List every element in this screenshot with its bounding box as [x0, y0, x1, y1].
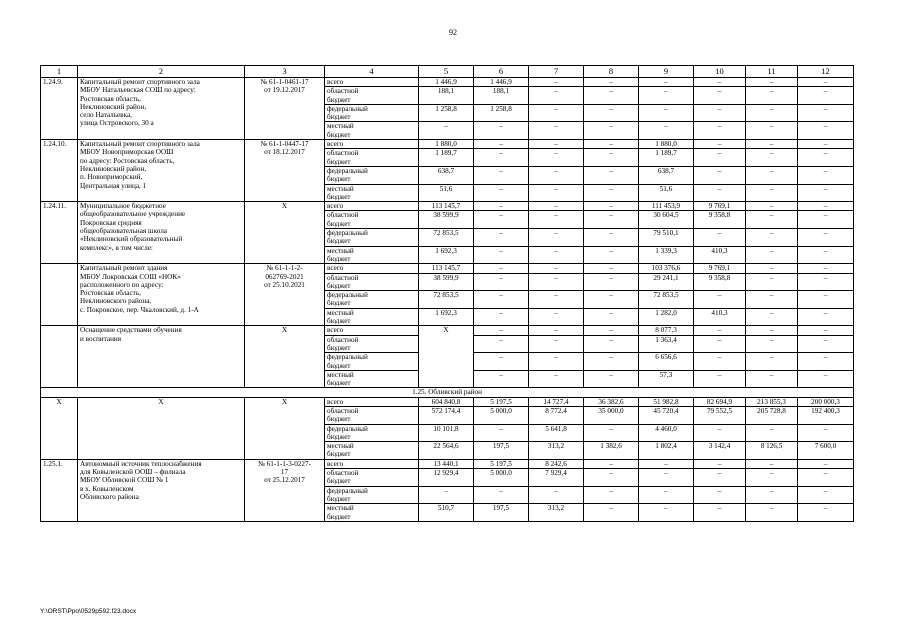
- value-cell: –: [529, 308, 584, 326]
- value-cell: 410,3: [694, 308, 746, 326]
- document-ref: № 61-1-1-3-0227- 17 от 25.12.2017: [245, 459, 325, 521]
- value-cell: 9 358,8: [694, 211, 746, 229]
- value-cell: 14 727,4: [529, 397, 584, 406]
- value-cell: –: [584, 229, 639, 247]
- document-ref: № 61-1-1-2- 062769-2021 от 25.10.2021: [245, 264, 325, 326]
- value-cell: –: [639, 78, 694, 87]
- value-cell: –: [746, 326, 798, 335]
- value-cell: –: [798, 122, 854, 140]
- value-cell: –: [694, 87, 746, 105]
- value-cell: –: [746, 211, 798, 229]
- value-cell: –: [798, 504, 854, 522]
- value-cell: 10 101,8: [419, 424, 474, 442]
- value-cell: –: [639, 469, 694, 487]
- value-cell: –: [584, 140, 639, 149]
- column-header: 2: [78, 66, 245, 78]
- value-cell: 1 282,0: [639, 308, 694, 326]
- document-ref: Х: [245, 397, 325, 459]
- section-row: [41, 388, 854, 397]
- value-cell: 3 142,4: [694, 442, 746, 460]
- column-header: 5: [419, 66, 474, 78]
- value-cell: –: [474, 122, 529, 140]
- funding-source: местный бюджет: [325, 184, 419, 202]
- budget-table: [40, 65, 854, 522]
- value-cell: –: [529, 149, 584, 167]
- value-cell: –: [474, 264, 529, 273]
- column-header: 4: [325, 66, 419, 78]
- value-cell: 213 855,3: [746, 397, 798, 406]
- funding-source: местный бюджет: [325, 246, 419, 264]
- column-header: 6: [474, 66, 529, 78]
- value-cell: 313,2: [529, 504, 584, 522]
- value-cell: –: [746, 78, 798, 87]
- value-cell: –: [584, 122, 639, 140]
- value-cell: –: [639, 104, 694, 122]
- value-cell: 113 145,7: [419, 264, 474, 273]
- value-cell: –: [694, 166, 746, 184]
- value-cell: 111 453,9: [639, 202, 694, 211]
- value-cell: –: [694, 122, 746, 140]
- value-cell: 12 929,4: [419, 469, 474, 487]
- value-cell: 313,2: [529, 442, 584, 460]
- value-cell: –: [419, 122, 474, 140]
- value-cell: –: [746, 469, 798, 487]
- item-number: 1.24.10.: [41, 140, 78, 202]
- value-cell: –: [474, 308, 529, 326]
- value-cell: –: [694, 149, 746, 167]
- value-cell: –: [584, 353, 639, 371]
- item-number: 1.25.1.: [41, 459, 78, 521]
- value-cell: 36 382,6: [584, 397, 639, 406]
- value-cell: –: [474, 229, 529, 247]
- value-cell: –: [798, 246, 854, 264]
- value-cell: –: [694, 486, 746, 504]
- value-cell: 13 440,1: [419, 459, 474, 468]
- value-cell: 103 376,6: [639, 264, 694, 273]
- funding-source: всего: [325, 459, 419, 468]
- value-cell: –: [798, 264, 854, 273]
- value-cell: –: [474, 326, 529, 335]
- value-cell: 82 694,9: [694, 397, 746, 406]
- value-cell: –: [474, 184, 529, 202]
- value-cell: –: [694, 335, 746, 353]
- value-cell: 35 000,0: [584, 406, 639, 424]
- table-row: [41, 459, 854, 468]
- value-cell: –: [798, 104, 854, 122]
- value-cell: 9 358,8: [694, 273, 746, 291]
- value-cell: –: [746, 504, 798, 522]
- value-cell: –: [529, 273, 584, 291]
- value-cell: –: [798, 229, 854, 247]
- value-cell: –: [798, 353, 854, 371]
- value-cell: 29 241,1: [639, 273, 694, 291]
- value-cell: –: [474, 246, 529, 264]
- value-cell: –: [474, 273, 529, 291]
- value-cell: 1 446,9: [419, 78, 474, 87]
- object-name: Муниципальное бюджетное общеобразовательное учреждение Покровская средняя общеобразовательная школа «Неклиновский образовательный комплекс», в том числе:: [78, 202, 245, 264]
- object-name: Х: [78, 397, 245, 459]
- value-cell: 22 564,6: [419, 442, 474, 460]
- value-cell: –: [584, 308, 639, 326]
- value-cell: –: [529, 335, 584, 353]
- value-cell: –: [746, 166, 798, 184]
- document-ref: № 61-1-0447-17 от 18.12.2017: [245, 140, 325, 202]
- value-cell: –: [474, 202, 529, 211]
- value-cell: –: [584, 246, 639, 264]
- item-number: 1.24.11.: [41, 202, 78, 264]
- value-cell: –: [584, 184, 639, 202]
- value-cell: –: [746, 335, 798, 353]
- document-ref: № 61-1-0461-17 от 19.12.2017: [245, 78, 325, 140]
- value-cell: –: [746, 202, 798, 211]
- value-cell: –: [584, 273, 639, 291]
- value-cell: –: [639, 504, 694, 522]
- value-cell: –: [798, 273, 854, 291]
- value-cell: 38 599,9: [419, 211, 474, 229]
- funding-source: всего: [325, 202, 419, 211]
- table-row: [41, 78, 854, 87]
- value-cell: –: [474, 211, 529, 229]
- value-cell: 188,1: [419, 87, 474, 105]
- value-cell: 9 769,1: [694, 264, 746, 273]
- value-cell: –: [798, 370, 854, 388]
- value-cell: –: [798, 469, 854, 487]
- value-cell: 1 692,3: [419, 246, 474, 264]
- value-cell: 188,1: [474, 87, 529, 105]
- value-cell: –: [529, 87, 584, 105]
- value-cell: –: [474, 166, 529, 184]
- funding-source: областной бюджет: [325, 87, 419, 105]
- value-cell: 1 189,7: [419, 149, 474, 167]
- value-cell: –: [639, 87, 694, 105]
- value-cell: 200 000,3: [798, 397, 854, 406]
- value-cell: –: [694, 326, 746, 335]
- value-cell: –: [529, 104, 584, 122]
- funding-source: всего: [325, 264, 419, 273]
- value-cell: –: [584, 264, 639, 273]
- funding-source: областной бюджет: [325, 469, 419, 487]
- value-cell: –: [474, 486, 529, 504]
- table-row: [41, 397, 854, 406]
- value-cell: –: [746, 229, 798, 247]
- value-cell: 638,7: [419, 166, 474, 184]
- value-cell: –: [639, 486, 694, 504]
- value-cell: 572 174,4: [419, 406, 474, 424]
- object-name: Капитальный ремонт спортивного зала МБОУ Новоприморская ООШ по адресу: Ростовская область, Неклиновский район, п. Новоприморский, Центральная улица, 1: [78, 140, 245, 202]
- item-number: [41, 326, 78, 388]
- value-cell: 1 802,4: [639, 442, 694, 460]
- item-number: Х: [41, 397, 78, 459]
- value-cell: 197,5: [474, 504, 529, 522]
- value-cell: –: [584, 149, 639, 167]
- value-cell: –: [746, 122, 798, 140]
- file-path-footer: Y:\ORST\Ppo\0529p592.f23.docx: [40, 608, 137, 615]
- funding-source: всего: [325, 140, 419, 149]
- value-cell: –: [584, 486, 639, 504]
- value-cell: 638,7: [639, 166, 694, 184]
- table-body: [41, 78, 854, 522]
- value-cell: 1 258,8: [474, 104, 529, 122]
- value-cell: –: [746, 486, 798, 504]
- value-cell: –: [529, 370, 584, 388]
- value-cell: –: [529, 291, 584, 309]
- value-cell: 1 363,4: [639, 335, 694, 353]
- value-cell: –: [584, 87, 639, 105]
- value-cell: –: [474, 353, 529, 371]
- value-cell: –: [798, 202, 854, 211]
- value-cell: –: [529, 184, 584, 202]
- value-cell: –: [529, 211, 584, 229]
- value-cell: 72 853,5: [639, 291, 694, 309]
- value-cell: –: [746, 353, 798, 371]
- column-header: 9: [639, 66, 694, 78]
- value-cell: –: [584, 504, 639, 522]
- value-cell: 113 145,7: [419, 202, 474, 211]
- value-cell: –: [746, 140, 798, 149]
- funding-source: областной бюджет: [325, 149, 419, 167]
- value-cell: –: [474, 424, 529, 442]
- value-cell: –: [584, 78, 639, 87]
- funding-source: местный бюджет: [325, 370, 419, 388]
- funding-source: местный бюджет: [325, 308, 419, 326]
- value-cell: –: [584, 291, 639, 309]
- funding-source: местный бюджет: [325, 442, 419, 460]
- value-cell: –: [584, 166, 639, 184]
- value-cell: 5 000,0: [474, 469, 529, 487]
- value-cell: 1 382,6: [584, 442, 639, 460]
- value-cell: 510,7: [419, 504, 474, 522]
- value-cell: 57,3: [639, 370, 694, 388]
- value-cell: –: [529, 202, 584, 211]
- value-cell: 604 840,8: [419, 397, 474, 406]
- value-cell: –: [798, 149, 854, 167]
- funding-source: местный бюджет: [325, 504, 419, 522]
- value-cell: –: [798, 140, 854, 149]
- value-cell: –: [798, 459, 854, 468]
- value-cell: –: [584, 424, 639, 442]
- value-cell: 192 400,3: [798, 406, 854, 424]
- funding-source: областной бюджет: [325, 335, 419, 353]
- value-cell: –: [746, 184, 798, 202]
- value-cell: –: [746, 273, 798, 291]
- value-cell: –: [798, 326, 854, 335]
- value-cell: 30 604,5: [639, 211, 694, 229]
- value-cell: –: [798, 78, 854, 87]
- value-cell: 1 692,3: [419, 308, 474, 326]
- value-cell: –: [694, 459, 746, 468]
- value-cell: 1 446,9: [474, 78, 529, 87]
- value-cell: –: [694, 184, 746, 202]
- value-cell: –: [746, 149, 798, 167]
- value-cell: 5 000,0: [474, 406, 529, 424]
- value-cell: –: [474, 149, 529, 167]
- funding-source: федеральный бюджет: [325, 166, 419, 184]
- value-cell: 51,6: [419, 184, 474, 202]
- value-cell: 79 510,1: [639, 229, 694, 247]
- value-cell: 79 552,5: [694, 406, 746, 424]
- column-header: 7: [529, 66, 584, 78]
- funding-source: федеральный бюджет: [325, 104, 419, 122]
- funding-source: всего: [325, 326, 419, 335]
- value-cell: –: [584, 326, 639, 335]
- value-cell: –: [584, 104, 639, 122]
- value-cell: 5 197,5: [474, 397, 529, 406]
- value-cell: –: [694, 424, 746, 442]
- funding-source: федеральный бюджет: [325, 486, 419, 504]
- value-cell: –: [529, 122, 584, 140]
- value-cell: –: [746, 291, 798, 309]
- value-cell: 51,6: [639, 184, 694, 202]
- funding-source: областной бюджет: [325, 406, 419, 424]
- column-header: 3: [245, 66, 325, 78]
- value-cell: –: [694, 291, 746, 309]
- value-cell: –: [798, 308, 854, 326]
- value-cell: –: [746, 104, 798, 122]
- value-cell: 205 728,8: [746, 406, 798, 424]
- table-row: [41, 326, 854, 335]
- value-cell: –: [746, 370, 798, 388]
- value-cell: –: [746, 87, 798, 105]
- value-cell: –: [694, 78, 746, 87]
- value-cell: 5 641,8: [529, 424, 584, 442]
- value-cell: –: [474, 370, 529, 388]
- value-cell: –: [474, 291, 529, 309]
- value-cell: 38 599,9: [419, 273, 474, 291]
- value-cell: –: [529, 486, 584, 504]
- value-cell: –: [529, 78, 584, 87]
- value-cell: –: [694, 104, 746, 122]
- value-cell: –: [474, 140, 529, 149]
- value-cell: –: [529, 166, 584, 184]
- table-row: [41, 202, 854, 211]
- value-cell: –: [694, 504, 746, 522]
- value-cell: –: [798, 211, 854, 229]
- value-cell: –: [694, 370, 746, 388]
- value-cell: –: [694, 229, 746, 247]
- value-cell: 1 258,8: [419, 104, 474, 122]
- value-cell: 7 929,4: [529, 469, 584, 487]
- value-cell: –: [529, 353, 584, 371]
- value-cell: 1 189,7: [639, 149, 694, 167]
- funding-source: федеральный бюджет: [325, 291, 419, 309]
- value-cell: –: [798, 335, 854, 353]
- value-cell: –: [529, 326, 584, 335]
- value-cell: 7 600,0: [798, 442, 854, 460]
- table-row: [41, 140, 854, 149]
- document-ref: Х: [245, 202, 325, 264]
- value-cell: –: [694, 353, 746, 371]
- funding-source: местный бюджет: [325, 122, 419, 140]
- value-cell: –: [694, 140, 746, 149]
- table-row: [41, 264, 854, 273]
- value-cell: 8 126,5: [746, 442, 798, 460]
- value-cell: –: [746, 308, 798, 326]
- value-cell: –: [584, 335, 639, 353]
- value-cell: –: [584, 211, 639, 229]
- value-cell: 8 077,3: [639, 326, 694, 335]
- value-cell: –: [746, 246, 798, 264]
- value-cell: –: [694, 469, 746, 487]
- column-header: 11: [746, 66, 798, 78]
- section-title: 1.25. Обливский район: [41, 388, 854, 397]
- value-cell: 45 720,4: [639, 406, 694, 424]
- value-cell: 197,5: [474, 442, 529, 460]
- value-cell: –: [529, 264, 584, 273]
- value-cell: –: [798, 166, 854, 184]
- value-cell: 1 880,0: [419, 140, 474, 149]
- object-name: Автономный источник теплоснабжения для Ковыленской ООШ – филиала МБОУ Обливской СОШ № 1 в х. Ковыленском Обливского района: [78, 459, 245, 521]
- value-cell: 5 197,5: [474, 459, 529, 468]
- value-cell: –: [798, 184, 854, 202]
- value-cell: –: [529, 246, 584, 264]
- value-cell: Х: [419, 326, 474, 388]
- value-cell: 6 656,6: [639, 353, 694, 371]
- object-name: Оснащение средствами обучения и воспитания: [78, 326, 245, 388]
- value-cell: 72 853,5: [419, 291, 474, 309]
- column-header: 8: [584, 66, 639, 78]
- value-cell: –: [798, 424, 854, 442]
- value-cell: –: [474, 335, 529, 353]
- value-cell: –: [419, 486, 474, 504]
- item-number: [41, 264, 78, 326]
- value-cell: –: [798, 486, 854, 504]
- value-cell: –: [639, 122, 694, 140]
- value-cell: 8 772,4: [529, 406, 584, 424]
- value-cell: –: [529, 140, 584, 149]
- value-cell: 410,3: [694, 246, 746, 264]
- value-cell: 9 769,1: [694, 202, 746, 211]
- object-name: Капитальный ремонт спортивного зала МБОУ Натальевская СОШ по адресу: Ростовская область, Неклиновский район, село Натальевка, улица Островского, 30 а: [78, 78, 245, 140]
- value-cell: –: [639, 459, 694, 468]
- value-cell: –: [584, 202, 639, 211]
- value-cell: –: [746, 424, 798, 442]
- value-cell: 51 982,8: [639, 397, 694, 406]
- column-header: 12: [798, 66, 854, 78]
- value-cell: –: [798, 87, 854, 105]
- value-cell: –: [529, 229, 584, 247]
- value-cell: 1 880,0: [639, 140, 694, 149]
- column-header: 1: [41, 66, 78, 78]
- value-cell: 4 460,0: [639, 424, 694, 442]
- table-header-row: [41, 66, 854, 78]
- value-cell: –: [798, 291, 854, 309]
- item-number: 1.24.9.: [41, 78, 78, 140]
- funding-source: федеральный бюджет: [325, 229, 419, 247]
- value-cell: –: [584, 469, 639, 487]
- column-header: 10: [694, 66, 746, 78]
- value-cell: –: [584, 459, 639, 468]
- value-cell: –: [584, 370, 639, 388]
- funding-source: всего: [325, 397, 419, 406]
- funding-source: федеральный бюджет: [325, 424, 419, 442]
- funding-source: федеральный бюджет: [325, 353, 419, 371]
- value-cell: –: [746, 459, 798, 468]
- funding-source: всего: [325, 78, 419, 87]
- object-name: Капитальный ремонт здания МБОУ Локровская СОШ «НОК» расположенного по адресу: Ростовская область, Неклиновского района, с. Покровское, пер. Чкаловский, д. 1-А: [78, 264, 245, 326]
- page-number: 92: [449, 28, 457, 37]
- value-cell: 1 339,3: [639, 246, 694, 264]
- value-cell: –: [746, 264, 798, 273]
- funding-source: областной бюджет: [325, 273, 419, 291]
- value-cell: 8 242,6: [529, 459, 584, 468]
- document-ref: Х: [245, 326, 325, 388]
- value-cell: 72 853,5: [419, 229, 474, 247]
- funding-source: областной бюджет: [325, 211, 419, 229]
